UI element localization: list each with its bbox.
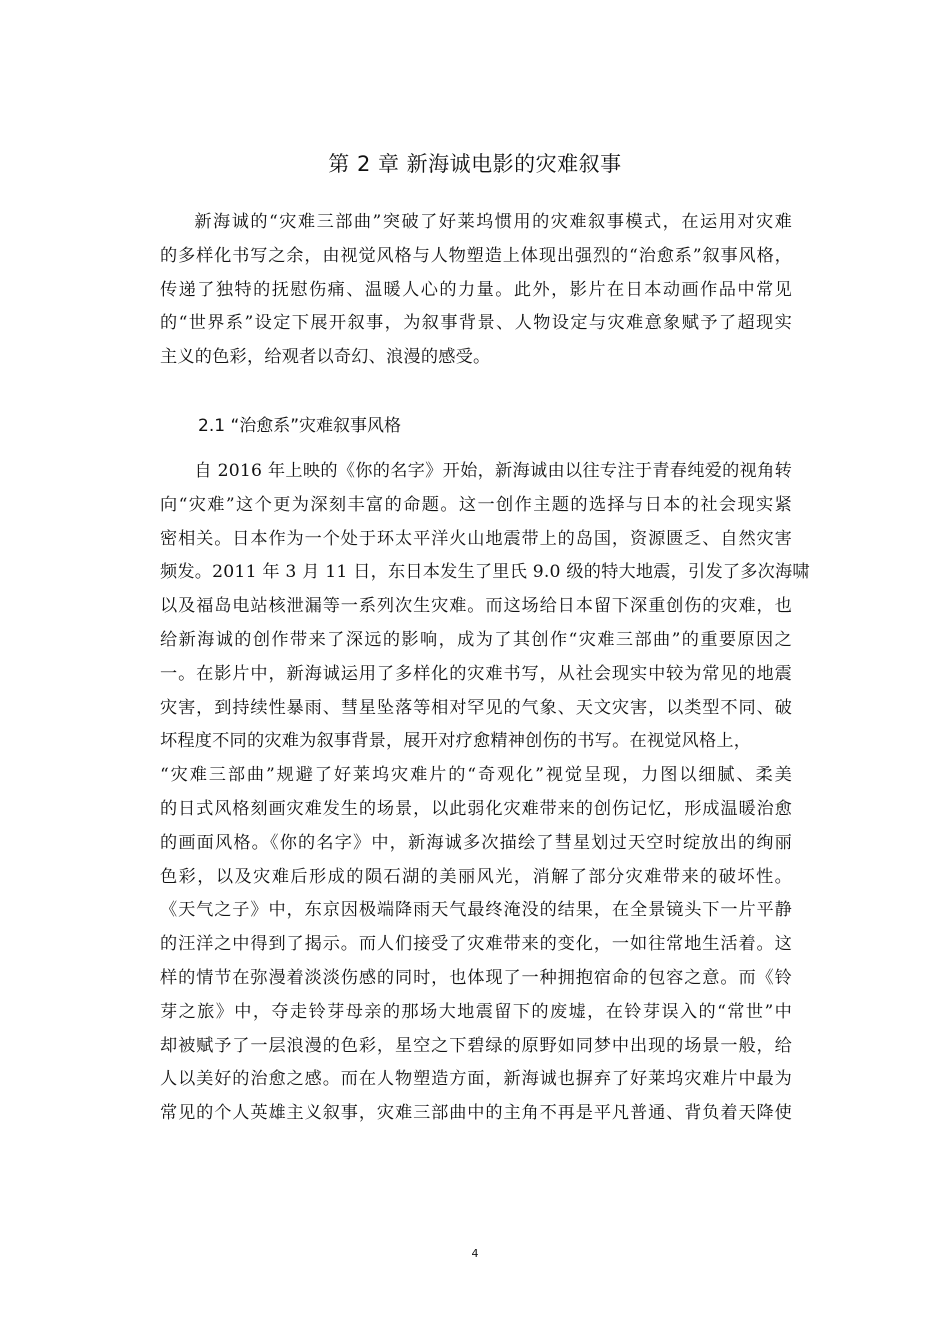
page-number: 4 — [471, 1247, 479, 1260]
intro-line-1: 新海诚的“灾难三部曲”突破了好莱坞惯用的灾难叙事模式，在运用对灾难 — [194, 212, 792, 232]
section-line-10: “灾难三部曲”规避了好莱坞灾难片的“奇观化”视觉呈现，力图以细腻、柔美 — [160, 765, 792, 786]
section-line-15: 的汪洋之中得到了揭示。而人们接受了灾难带来的变化，一如往常地生活着。这 — [160, 934, 792, 955]
section-line-3: 密相关。日本作为一个处于环太平洋火山地震带上的岛国，资源匮乏、自然灾害 — [160, 528, 792, 549]
intro-line-2: 的多样化书写之余，由视觉风格与人物塑造上体现出强烈的“治愈系”叙事风格， — [160, 245, 792, 266]
section-line-4: 频发。2011 年 3 月 11 日，东日本发生了里氏 9.0 级的特大地震，引发了多次海啸 — [160, 562, 810, 583]
section-line-12: 的画面风格。《你的名字》中，新海诚多次描绘了彗星划过天空时绽放出的绚丽 — [160, 832, 792, 853]
intro-paragraph-block — [160, 206, 792, 375]
section-line-1: 自 2016 年上映的《你的名字》开始，新海诚由以往专注于青春纯爱的视角转 — [194, 461, 792, 481]
section-line-6: 给新海诚的创作带来了深远的影响，成为了其创作“灾难三部曲”的重要原因之 — [160, 629, 792, 650]
intro-line-4: 的“世界系”设定下展开叙事，为叙事背景、人物设定与灾难意象赋予了超现实 — [160, 313, 792, 334]
chapter-title: 第 2 章 新海诚电影的灾难叙事 — [328, 152, 622, 176]
section-line-18: 却被赋予了一层浪漫的色彩，星空之下碧绿的原野如同梦中出现的场景一般，给 — [160, 1035, 792, 1056]
section-line-20: 常见的个人英雄主义叙事，灾难三部曲中的主角不再是平凡普通、背负着天降使 — [160, 1103, 792, 1124]
section-line-11: 的日式风格刻画灾难发生的场景，以此弱化灾难带来的创伤记忆，形成温暖治愈 — [160, 798, 792, 819]
section-paragraph-block — [160, 455, 810, 1131]
section-line-16: 样的情节在弥漫着淡淡伤感的同时，也体现了一种拥抱宿命的包容之意。而《铃 — [160, 967, 792, 988]
section-line-5: 以及福岛电站核泄漏等一系列次生灾难。而这场给日本留下深重创伤的灾难，也 — [160, 596, 792, 617]
section-line-9: 坏程度不同的灾难为叙事背景，展开对疗愈精神创伤的书写。在视觉风格上， — [160, 731, 752, 752]
section-line-14: 《天气之子》中，东京因极端降雨天气最终淹没的结果，在全景镜头下一片平静 — [160, 900, 792, 921]
intro-line-5: 主义的色彩，给观者以奇幻、浪漫的感受。 — [160, 347, 491, 368]
section-line-8: 灾害，到持续性暴雨、彗星坠落等相对罕见的气象、天文灾害，以类型不同、破 — [160, 697, 792, 718]
intro-paragraph — [160, 206, 792, 375]
section-line-19: 人以美好的治愈之感。而在人物塑造方面，新海诚也摒弃了好莱坞灾难片中最为 — [160, 1069, 792, 1090]
section-line-17: 芽之旅》中，夺走铃芽母亲的那场大地震留下的废墟，在铃芽误入的“常世”中 — [160, 1001, 792, 1022]
section-line-2: 向“灾难”这个更为深刻丰富的命题。这一创作主题的选择与日本的社会现实紧 — [160, 494, 792, 515]
section-paragraph — [160, 455, 810, 1131]
section-line-7: 一。在影片中，新海诚运用了多样化的灾难书写，从社会现实中较为常见的地震 — [160, 663, 792, 684]
section-title: 2.1 “治愈系”灾难叙事风格 — [198, 416, 402, 436]
intro-line-3: 传递了独特的抚慰伤痛、温暖人心的力量。此外，影片在日本动画作品中常见 — [160, 279, 792, 300]
section-line-13: 色彩，以及灾难后形成的陨石湖的美丽风光，消解了部分灾难带来的破坏性。 — [160, 866, 792, 887]
